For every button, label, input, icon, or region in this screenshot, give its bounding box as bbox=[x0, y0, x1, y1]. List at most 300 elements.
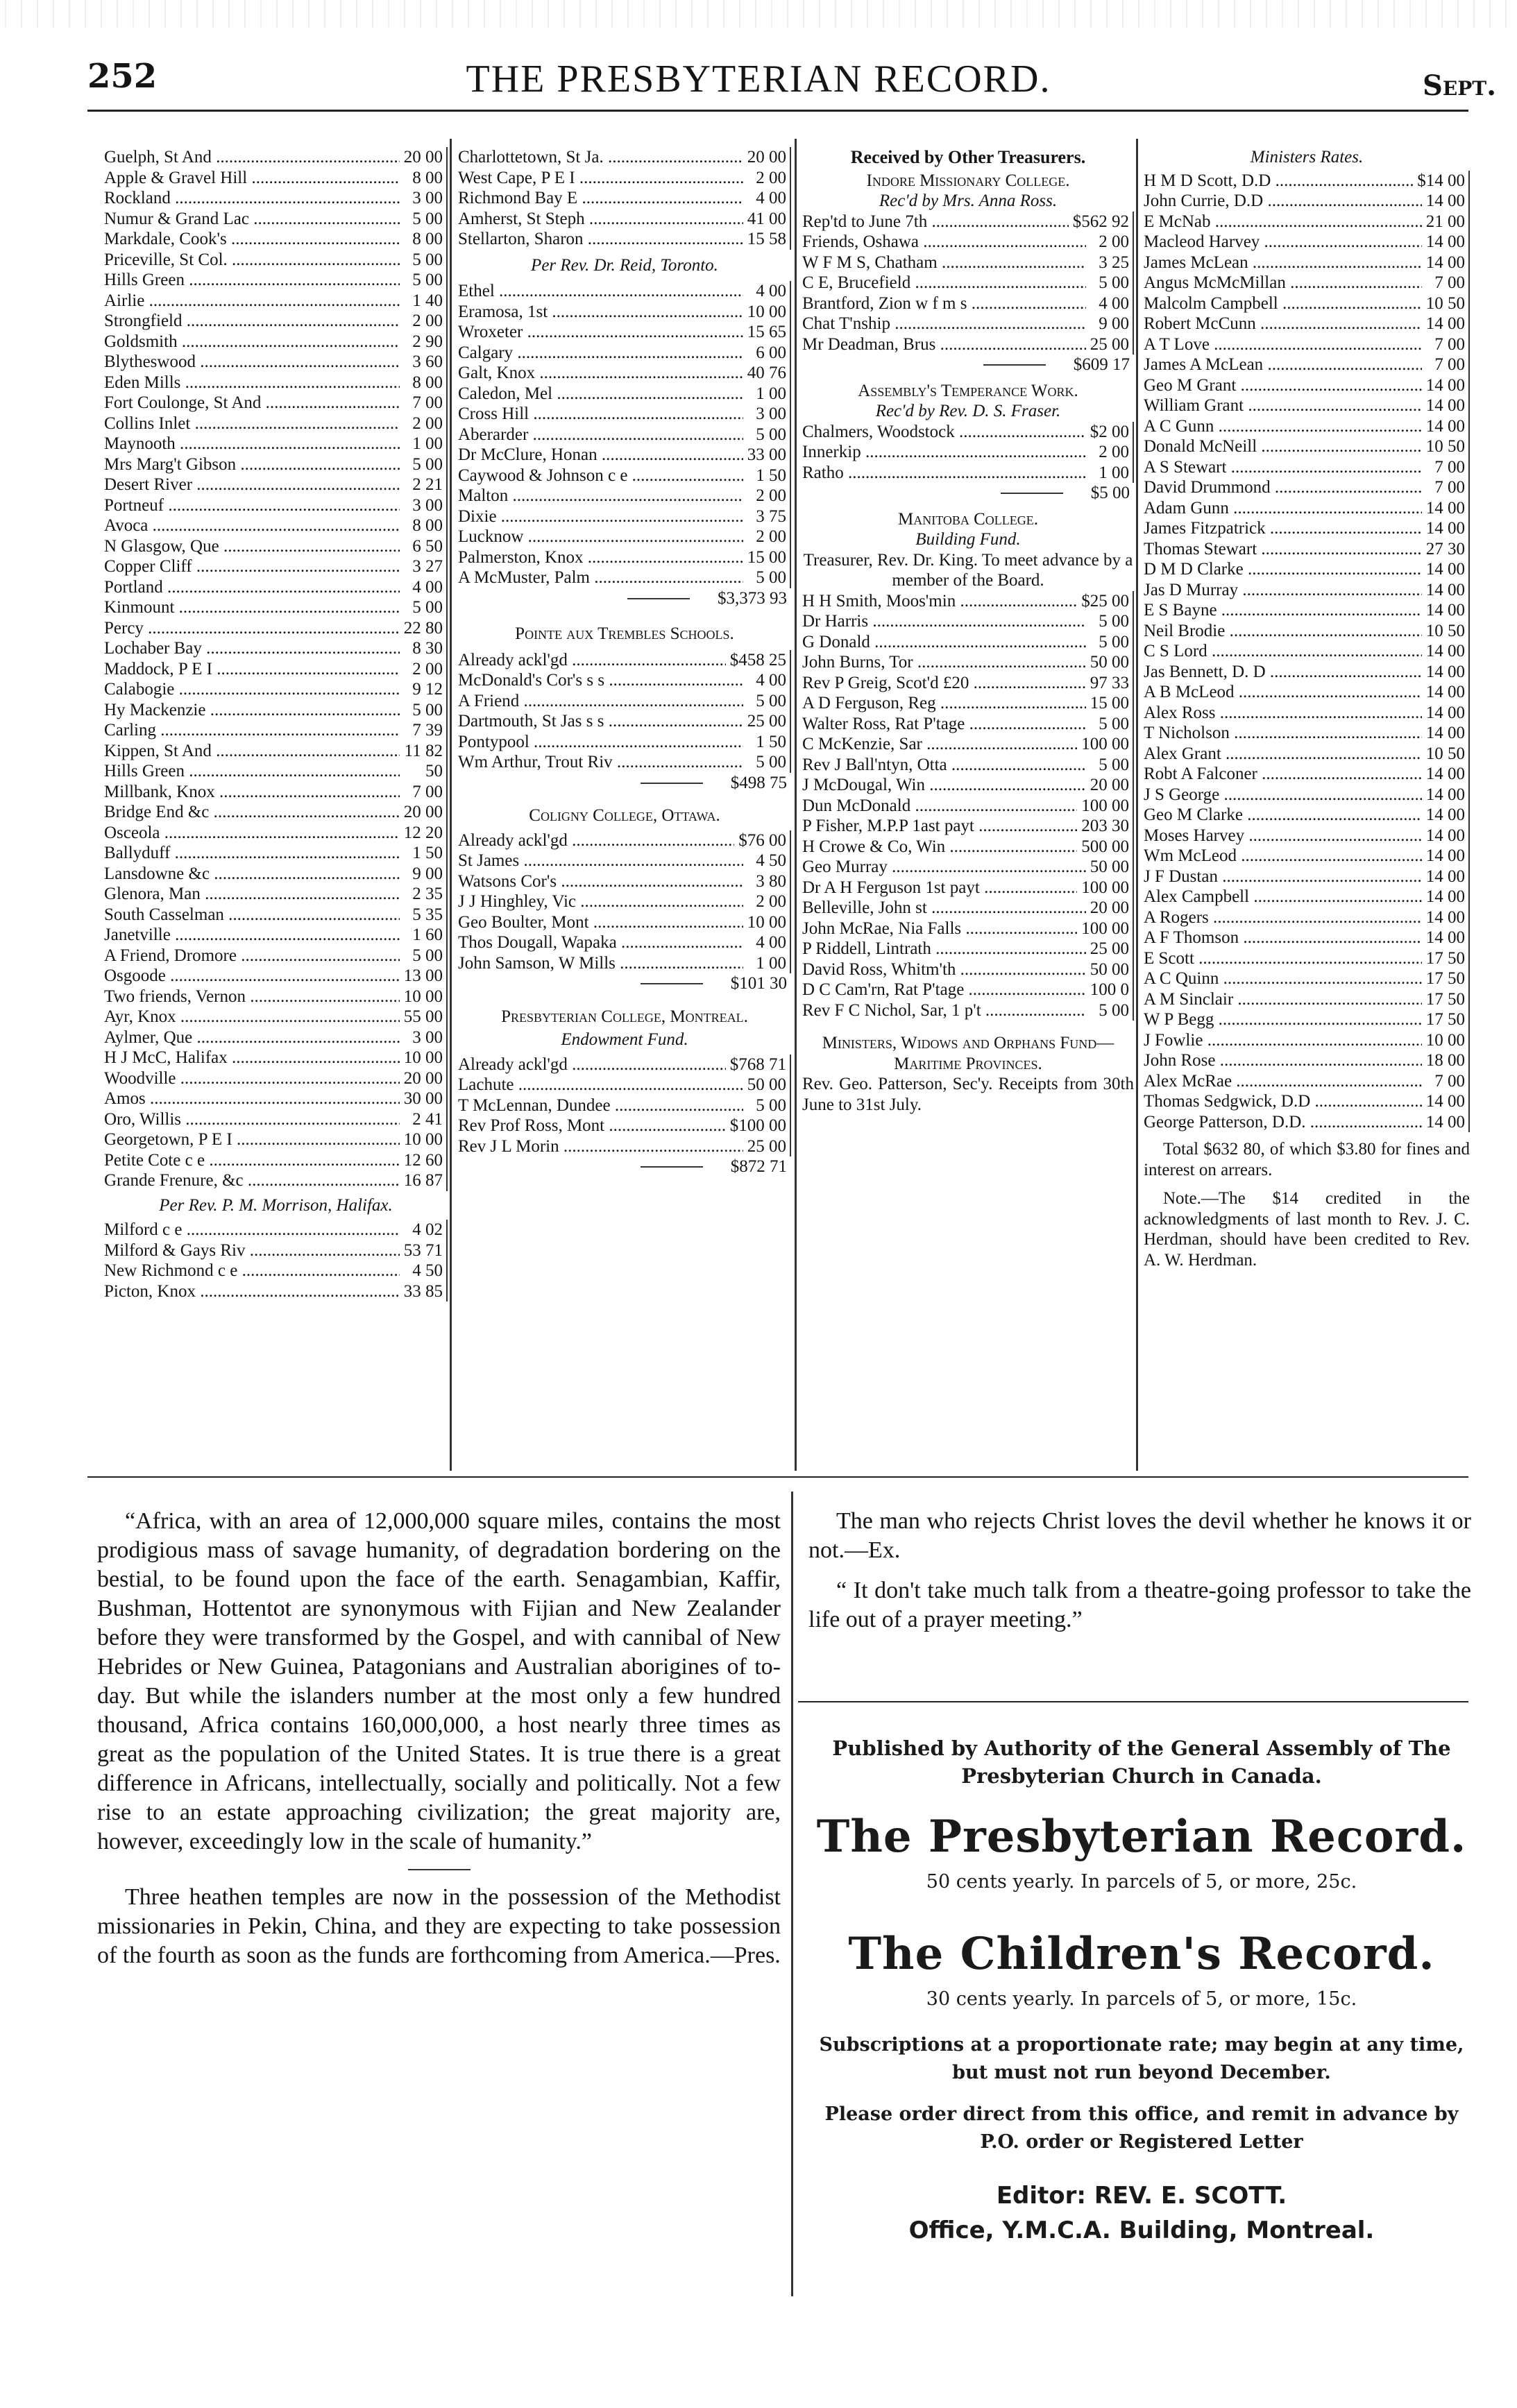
receipt-row bbox=[104, 413, 448, 434]
receipt-name: Caledon, Mel ..... bbox=[458, 384, 743, 404]
receipt-row bbox=[458, 527, 791, 547]
receipt-row bbox=[458, 281, 791, 302]
article-theatre: “ It don't take much talk from a theatre-going professor to take the life out of a prayer meeting.” bbox=[808, 1578, 1471, 1632]
column-total: Total $632 80, of which $3.80 for fines and interest on arrears. bbox=[1144, 1140, 1470, 1179]
running-title: THE PRESBYTERIAN RECORD. bbox=[466, 58, 1051, 101]
receipt-name: Maddock, P E I ..... bbox=[104, 659, 400, 680]
receipt-amount: 7 00 bbox=[1422, 477, 1470, 498]
receipt-row bbox=[1144, 1071, 1470, 1092]
receipt-amount: 21 00 bbox=[1422, 212, 1470, 232]
receipt-row bbox=[802, 939, 1134, 959]
receipt-row bbox=[458, 953, 791, 974]
receipt-amount: 4 02 bbox=[400, 1220, 448, 1240]
receipt-name: Amherst, St Steph ..... bbox=[458, 209, 743, 230]
receipt-amount: $100 00 bbox=[726, 1116, 791, 1136]
receipt-name: John Burns, Tor ..... bbox=[802, 652, 1086, 673]
receipt-name: Eden Mills ..... bbox=[104, 373, 400, 393]
receipt-name: Priceville, St Col. ..... bbox=[104, 250, 400, 271]
receipt-amount: 14 00 bbox=[1422, 580, 1470, 601]
receipt-row bbox=[458, 752, 791, 773]
section-note: Rev. Geo. Patterson, Sec'y. Receipts from 30th June to 31st July. bbox=[802, 1075, 1134, 1114]
receipt-name: T Nicholson ..... bbox=[1144, 723, 1422, 744]
header-rule bbox=[87, 110, 1468, 112]
receipt-row bbox=[458, 466, 791, 486]
receipt-row bbox=[1144, 968, 1470, 989]
receipt-amount: 10 50 bbox=[1422, 744, 1470, 765]
receipt-name: Desert River ..... bbox=[104, 475, 400, 495]
receipt-row bbox=[1144, 375, 1470, 396]
receipt-row bbox=[802, 837, 1134, 857]
receipt-amount: 14 00 bbox=[1422, 641, 1470, 662]
receipt-row bbox=[458, 384, 791, 404]
receipt-row bbox=[1144, 1030, 1470, 1051]
receipt-row bbox=[104, 556, 448, 577]
page-number: 252 bbox=[87, 57, 158, 96]
receipt-name: Charlottetown, St Ja. ..... bbox=[458, 147, 743, 168]
receipt-row bbox=[802, 293, 1134, 314]
column-subhead: Per Rev. Dr. Reid, Toronto. bbox=[531, 255, 718, 275]
receipt-row bbox=[104, 597, 448, 618]
receipt-name: Collins Inlet ..... bbox=[104, 413, 400, 434]
receipt-amount: 55 00 bbox=[400, 1007, 448, 1027]
receipt-name: Geo Murray ..... bbox=[802, 857, 1086, 878]
receipt-row bbox=[104, 209, 448, 230]
receipt-name: Portland ..... bbox=[104, 577, 400, 598]
receipt-name: Galt, Knox ..... bbox=[458, 363, 743, 384]
receipt-row bbox=[104, 946, 448, 966]
receipt-row bbox=[1144, 457, 1470, 478]
receipt-row bbox=[458, 1054, 791, 1075]
receipt-name: C S Lord ..... bbox=[1144, 641, 1422, 662]
receipt-row bbox=[802, 959, 1134, 980]
receipt-amount: 17 50 bbox=[1422, 989, 1470, 1010]
receipt-row bbox=[1144, 580, 1470, 601]
receipt-name: D M D Clarke ..... bbox=[1144, 559, 1422, 580]
receipt-amount: 2 00 bbox=[743, 486, 791, 506]
receipt-amount: 40 76 bbox=[743, 363, 791, 384]
receipt-name: E S Bayne ..... bbox=[1144, 600, 1422, 621]
receipt-row bbox=[458, 1116, 791, 1136]
receipt-row bbox=[1144, 662, 1470, 683]
section-heading: Received by Other Treasurers. bbox=[850, 147, 1086, 167]
receipt-row bbox=[104, 577, 448, 598]
receipt-row bbox=[458, 1095, 791, 1116]
receipt-row bbox=[1144, 191, 1470, 212]
receipt-name: Lucknow ..... bbox=[458, 527, 743, 547]
receipt-name: Blytheswood ..... bbox=[104, 352, 400, 373]
receipt-amount: 3 00 bbox=[400, 495, 448, 516]
receipt-amount: 5 00 bbox=[743, 1095, 791, 1116]
receipt-row bbox=[458, 322, 791, 343]
receipt-amount: 14 00 bbox=[1422, 907, 1470, 928]
receipt-amount: 20 00 bbox=[400, 802, 448, 823]
receipt-amount: 5 00 bbox=[1086, 611, 1134, 632]
receipt-name: Geo M Grant ..... bbox=[1144, 375, 1422, 396]
receipt-name: N Glasgow, Que ..... bbox=[104, 536, 400, 557]
receipt-name: Hills Green ..... bbox=[104, 270, 400, 291]
receipt-row bbox=[1144, 395, 1470, 416]
receipt-row bbox=[458, 932, 791, 953]
receipt-name: Aberarder ..... bbox=[458, 425, 743, 445]
receipt-amount: 33 85 bbox=[400, 1281, 448, 1302]
receipt-amount: $76 00 bbox=[734, 830, 791, 851]
receipt-name: E Scott ..... bbox=[1144, 948, 1422, 969]
receipt-row bbox=[1144, 928, 1470, 948]
receipt-name: Mr Deadman, Brus ..... bbox=[802, 334, 1086, 355]
receipt-name: Moses Harvey ..... bbox=[1144, 826, 1422, 846]
receipt-name: Angus McMcMillan ..... bbox=[1144, 273, 1422, 293]
receipt-name: Dr Harris ..... bbox=[802, 611, 1086, 632]
receipt-name: Calgary ..... bbox=[458, 343, 743, 364]
receipt-amount: 3 27 bbox=[400, 556, 448, 577]
receipt-amount: 7 00 bbox=[1422, 355, 1470, 375]
receipt-row bbox=[458, 830, 791, 851]
receipt-row bbox=[802, 591, 1134, 612]
receipt-amount: 1 00 bbox=[743, 953, 791, 974]
receipt-row bbox=[802, 253, 1134, 273]
receipt-amount: 20 00 bbox=[1086, 775, 1134, 796]
price-record: 50 cents yearly. In parcels of 5, or more, 25c. bbox=[926, 1871, 1357, 1893]
total: $609 17 bbox=[1073, 355, 1130, 374]
receipt-amount: 12 20 bbox=[400, 823, 448, 844]
receipt-name: Fort Coulonge, St And ..... bbox=[104, 393, 400, 413]
column-subhead: Per Rev. P. M. Morrison, Halifax. bbox=[159, 1195, 393, 1215]
receipt-name: Alex Grant ..... bbox=[1144, 744, 1422, 765]
total: $3,373 93 bbox=[718, 588, 787, 608]
receipt-name: Macleod Harvey ..... bbox=[1144, 232, 1422, 253]
receipt-name: J S George ..... bbox=[1144, 785, 1422, 805]
total: $872 71 bbox=[730, 1157, 787, 1176]
receipt-row bbox=[104, 802, 448, 823]
receipt-row bbox=[104, 1088, 448, 1109]
receipt-name: Donald McNeill ..... bbox=[1144, 436, 1422, 457]
receipt-amount: 5 00 bbox=[400, 454, 448, 475]
article-temples: Three heathen temples are now in the possession of the Methodist missionaries in Pekin, China, and they are expecting to take possession of the fourth as soon as the funds are forthcoming from America.—Pres. bbox=[97, 1884, 781, 1968]
receipt-row bbox=[104, 311, 448, 332]
receipt-row bbox=[802, 857, 1134, 878]
receipt-row bbox=[104, 1129, 448, 1150]
receipt-amount: 14 00 bbox=[1422, 826, 1470, 846]
receipt-amount: 14 00 bbox=[1422, 887, 1470, 907]
receipt-amount: 1 50 bbox=[743, 466, 791, 486]
receipt-row bbox=[802, 652, 1134, 673]
receipt-amount: 2 00 bbox=[743, 527, 791, 547]
receipt-amount: 14 00 bbox=[1422, 375, 1470, 396]
receipt-row bbox=[104, 332, 448, 352]
receipt-row bbox=[458, 302, 791, 323]
article-separator bbox=[408, 1869, 471, 1870]
receipt-amount: 4 00 bbox=[1086, 293, 1134, 314]
receipt-amount: 100 00 bbox=[1077, 734, 1134, 755]
receipt-name: A McMuster, Palm ..... bbox=[458, 567, 743, 588]
receipt-name: Ratho ..... bbox=[802, 463, 1086, 484]
receipt-amount: 7 00 bbox=[1422, 334, 1470, 355]
receipt-amount: 14 00 bbox=[1422, 805, 1470, 826]
receipt-name: Already ackl'gd ..... bbox=[458, 830, 734, 851]
receipt-name: Glenora, Man ..... bbox=[104, 884, 400, 905]
receipt-name: W P Begg ..... bbox=[1144, 1009, 1422, 1030]
receipt-amount: 8 00 bbox=[400, 373, 448, 393]
receipt-amount: 5 00 bbox=[1086, 1000, 1134, 1021]
receipt-name: St James ..... bbox=[458, 851, 743, 871]
receipt-amount: 11 82 bbox=[400, 741, 448, 762]
receipt-amount: 14 00 bbox=[1422, 1112, 1470, 1133]
section-heading: Coligny College, Ottawa. bbox=[529, 806, 720, 825]
receipt-amount: 100 00 bbox=[1077, 919, 1134, 939]
receipt-row bbox=[104, 1261, 448, 1281]
receipt-amount: 17 50 bbox=[1422, 1009, 1470, 1030]
receipt-amount: 14 00 bbox=[1422, 764, 1470, 785]
receipt-row bbox=[802, 1000, 1134, 1021]
receipt-row bbox=[802, 878, 1134, 898]
receipt-amount: 203 30 bbox=[1077, 816, 1134, 837]
receipt-name: Thos Dougall, Wapaka ..... bbox=[458, 932, 743, 953]
receipt-amount: 1 60 bbox=[400, 925, 448, 946]
receipt-name: Jas D Murray ..... bbox=[1144, 580, 1422, 601]
receipt-amount: 14 00 bbox=[1422, 253, 1470, 273]
receipt-name: H M D Scott, D.D ..... bbox=[1144, 171, 1413, 191]
section-heading: Manitoba College. bbox=[897, 509, 1039, 529]
receipt-amount: 3 00 bbox=[400, 1027, 448, 1048]
receipt-amount: 20 00 bbox=[400, 1068, 448, 1089]
receipt-row bbox=[458, 711, 791, 732]
receipt-amount: 14 00 bbox=[1422, 662, 1470, 683]
receipt-amount: 7 00 bbox=[1422, 457, 1470, 478]
receipt-amount: 15 58 bbox=[743, 229, 791, 250]
receipt-amount: 7 00 bbox=[400, 782, 448, 803]
receipt-name: A C Quinn ..... bbox=[1144, 968, 1422, 989]
receipt-name: Janetville ..... bbox=[104, 925, 400, 946]
receipt-name: Osgoode ..... bbox=[104, 966, 400, 987]
receipt-row bbox=[104, 229, 448, 250]
receipt-name: Pontypool ..... bbox=[458, 732, 743, 753]
receipt-name: Portneuf ..... bbox=[104, 495, 400, 516]
receipt-row bbox=[802, 611, 1134, 632]
receipt-row bbox=[1144, 600, 1470, 621]
receipt-row bbox=[802, 775, 1134, 796]
receipt-name: Already ackl'gd ..... bbox=[458, 1054, 726, 1075]
receipts-column-3 bbox=[802, 147, 1134, 1115]
receipt-name: Ballyduff ..... bbox=[104, 843, 400, 864]
receipt-amount: 10 00 bbox=[743, 302, 791, 323]
receipt-amount: 20 00 bbox=[743, 147, 791, 168]
receipt-amount: 14 00 bbox=[1422, 703, 1470, 724]
receipt-name: Alex McRae ..... bbox=[1144, 1071, 1422, 1092]
receipt-row bbox=[1144, 1050, 1470, 1071]
receipt-name: Malton ..... bbox=[458, 486, 743, 506]
receipt-name: Palmerston, Knox ..... bbox=[458, 547, 743, 568]
receipt-name: C E, Brucefield ..... bbox=[802, 273, 1086, 293]
receipt-row bbox=[104, 1007, 448, 1027]
receipt-row bbox=[802, 980, 1134, 1000]
section-heading: Pointe aux Trembles Schools. bbox=[515, 624, 734, 643]
receipt-amount: 5 00 bbox=[400, 270, 448, 291]
receipt-amount: 2 21 bbox=[400, 475, 448, 495]
column-rule bbox=[450, 139, 452, 1471]
receipt-amount: 1 00 bbox=[400, 434, 448, 454]
receipt-name: T McLennan, Dundee ..... bbox=[458, 1095, 743, 1116]
receipt-row bbox=[104, 475, 448, 495]
receipt-row bbox=[104, 188, 448, 209]
receipt-row bbox=[458, 209, 791, 230]
receipt-row bbox=[104, 352, 448, 373]
receipt-row bbox=[104, 700, 448, 721]
receipt-name: Hy Mackenzie ..... bbox=[104, 700, 400, 721]
receipt-row bbox=[802, 273, 1134, 293]
receipt-row bbox=[1144, 723, 1470, 744]
receipt-name: Numur & Grand Lac ..... bbox=[104, 209, 400, 230]
publication-notice bbox=[808, 1734, 1475, 2246]
receipt-name: Robt A Falconer ..... bbox=[1144, 764, 1422, 785]
receipt-name: Two friends, Vernon ..... bbox=[104, 987, 400, 1007]
receipt-name: Ethel ..... bbox=[458, 281, 743, 302]
receipt-name: Rev F C Nichol, Sar, 1 p't ..... bbox=[802, 1000, 1086, 1021]
receipt-name: Goldsmith ..... bbox=[104, 332, 400, 352]
receipt-row bbox=[802, 463, 1134, 484]
receipt-row bbox=[1144, 948, 1470, 969]
receipt-amount: 4 00 bbox=[743, 932, 791, 953]
receipt-row bbox=[104, 291, 448, 311]
receipt-amount: 10 50 bbox=[1422, 621, 1470, 642]
receipt-amount: 4 00 bbox=[743, 670, 791, 691]
receipt-amount: 6 00 bbox=[743, 343, 791, 364]
receipt-name: Airlie ..... bbox=[104, 291, 400, 311]
receipt-amount: 3 60 bbox=[400, 352, 448, 373]
receipt-row bbox=[458, 343, 791, 364]
receipt-name: J Fowlie ..... bbox=[1144, 1030, 1422, 1051]
receipt-amount: 25 00 bbox=[743, 1136, 791, 1157]
receipt-row bbox=[104, 1281, 448, 1302]
receipt-row bbox=[1144, 1112, 1470, 1133]
receipt-amount: 3 00 bbox=[743, 404, 791, 425]
receipt-amount: 14 00 bbox=[1422, 191, 1470, 212]
column-rule bbox=[791, 1492, 793, 2296]
receipt-amount: 2 00 bbox=[400, 413, 448, 434]
receipt-row bbox=[104, 659, 448, 680]
receipt-row bbox=[1144, 253, 1470, 273]
receipt-row bbox=[104, 270, 448, 291]
receipt-name: Cross Hill ..... bbox=[458, 404, 743, 425]
receipt-row bbox=[1144, 682, 1470, 703]
receipt-amount: 14 00 bbox=[1422, 600, 1470, 621]
receipt-row bbox=[1144, 866, 1470, 887]
running-month: Sept. bbox=[1423, 69, 1497, 102]
receipt-name: Friends, Oshawa ..... bbox=[802, 232, 1086, 253]
receipt-row bbox=[1144, 212, 1470, 232]
receipt-name: P Riddell, Lintrath ..... bbox=[802, 939, 1086, 959]
receipt-name: Dr A H Ferguson 1st payt ..... bbox=[802, 878, 1077, 898]
receipt-name: Dun McDonald ..... bbox=[802, 796, 1077, 817]
receipt-name: D C Cam'rn, Rat P'tage ..... bbox=[802, 980, 1086, 1000]
receipt-row bbox=[458, 147, 791, 168]
receipt-name: Rockland ..... bbox=[104, 188, 400, 209]
receipt-row bbox=[1144, 518, 1470, 539]
receipt-row bbox=[1144, 293, 1470, 314]
total: $498 75 bbox=[730, 773, 787, 792]
receipt-row bbox=[458, 547, 791, 568]
receipt-amount: 9 00 bbox=[1086, 314, 1134, 334]
receipt-row bbox=[802, 796, 1134, 817]
receipt-amount: 14 00 bbox=[1422, 416, 1470, 437]
receipt-amount: 3 00 bbox=[400, 188, 448, 209]
receipts-column-2 bbox=[458, 147, 791, 1177]
office-line: Office, Y.M.C.A. Building, Montreal. bbox=[908, 2217, 1375, 2244]
receipt-row bbox=[1144, 273, 1470, 293]
receipt-amount: 1 00 bbox=[1086, 463, 1134, 484]
receipt-amount: 5 00 bbox=[743, 425, 791, 445]
receipt-amount: 12 60 bbox=[400, 1150, 448, 1171]
receipt-name: Calabogie ..... bbox=[104, 679, 400, 700]
receipt-amount: $2 00 bbox=[1086, 422, 1134, 443]
receipt-row bbox=[1144, 477, 1470, 498]
receipt-row bbox=[458, 871, 791, 892]
receipt-name: C McKenzie, Sar ..... bbox=[802, 734, 1077, 755]
receipt-row bbox=[104, 434, 448, 454]
receipt-amount: 22 80 bbox=[400, 618, 448, 639]
receipt-name: H J McC, Halifax ..... bbox=[104, 1048, 400, 1068]
receipt-amount: 9 12 bbox=[400, 679, 448, 700]
receipt-row bbox=[458, 650, 791, 671]
receipt-row bbox=[802, 755, 1134, 776]
masthead-record: The Presbyterian Record. bbox=[816, 1811, 1467, 1863]
receipt-amount: 5 00 bbox=[743, 691, 791, 712]
receipt-amount: 7 39 bbox=[400, 720, 448, 741]
receipt-amount: 15 65 bbox=[743, 322, 791, 343]
receipt-name: Stellarton, Sharon ..... bbox=[458, 229, 743, 250]
receipt-name: South Casselman ..... bbox=[104, 905, 400, 925]
receipt-amount: 7 00 bbox=[1422, 1071, 1470, 1092]
receipt-amount: 3 75 bbox=[743, 506, 791, 527]
receipt-row bbox=[1144, 559, 1470, 580]
receipt-row bbox=[458, 670, 791, 691]
receipt-name: Lachute ..... bbox=[458, 1075, 743, 1095]
receipt-row bbox=[104, 393, 448, 413]
receipt-row bbox=[104, 966, 448, 987]
receipt-amount: 27 30 bbox=[1422, 539, 1470, 560]
receipt-amount: 2 00 bbox=[743, 168, 791, 189]
receipt-amount: $14 00 bbox=[1413, 171, 1470, 191]
receipt-name: Woodville ..... bbox=[104, 1068, 400, 1089]
receipt-row bbox=[802, 898, 1134, 919]
receipt-row bbox=[802, 919, 1134, 939]
receipt-amount: 50 00 bbox=[1086, 959, 1134, 980]
receipt-amount: 1 00 bbox=[743, 384, 791, 404]
receipt-name: George Patterson, D.D. ..... bbox=[1144, 1112, 1422, 1133]
receipt-amount: 25 00 bbox=[1086, 939, 1134, 959]
receipt-name: Ayr, Knox ..... bbox=[104, 1007, 400, 1027]
receipt-name: Belleville, John st ..... bbox=[802, 898, 1086, 919]
receipt-row bbox=[104, 618, 448, 639]
receipt-row bbox=[104, 823, 448, 844]
section-rule bbox=[87, 1476, 1468, 1478]
receipt-amount: 8 00 bbox=[400, 229, 448, 250]
section-heading: Ministers Rates. bbox=[1250, 148, 1364, 166]
receipt-name: Robert McCunn ..... bbox=[1144, 314, 1422, 334]
receipt-name: Dixie ..... bbox=[458, 506, 743, 527]
receipt-amount: 20 00 bbox=[400, 147, 448, 168]
receipt-amount: 1 50 bbox=[400, 843, 448, 864]
receipt-name: New Richmond c e ..... bbox=[104, 1261, 400, 1281]
section-heading: Presbyterian College, Montreal. bbox=[501, 1007, 748, 1026]
receipt-name: J McDougal, Win ..... bbox=[802, 775, 1086, 796]
receipt-row bbox=[802, 334, 1134, 355]
receipt-row bbox=[104, 720, 448, 741]
receipt-row bbox=[1144, 334, 1470, 355]
receipt-row bbox=[802, 212, 1134, 232]
receipt-name: Milford c e ..... bbox=[104, 1220, 400, 1240]
receipt-row bbox=[802, 816, 1134, 837]
receipt-name: Carling ..... bbox=[104, 720, 400, 741]
